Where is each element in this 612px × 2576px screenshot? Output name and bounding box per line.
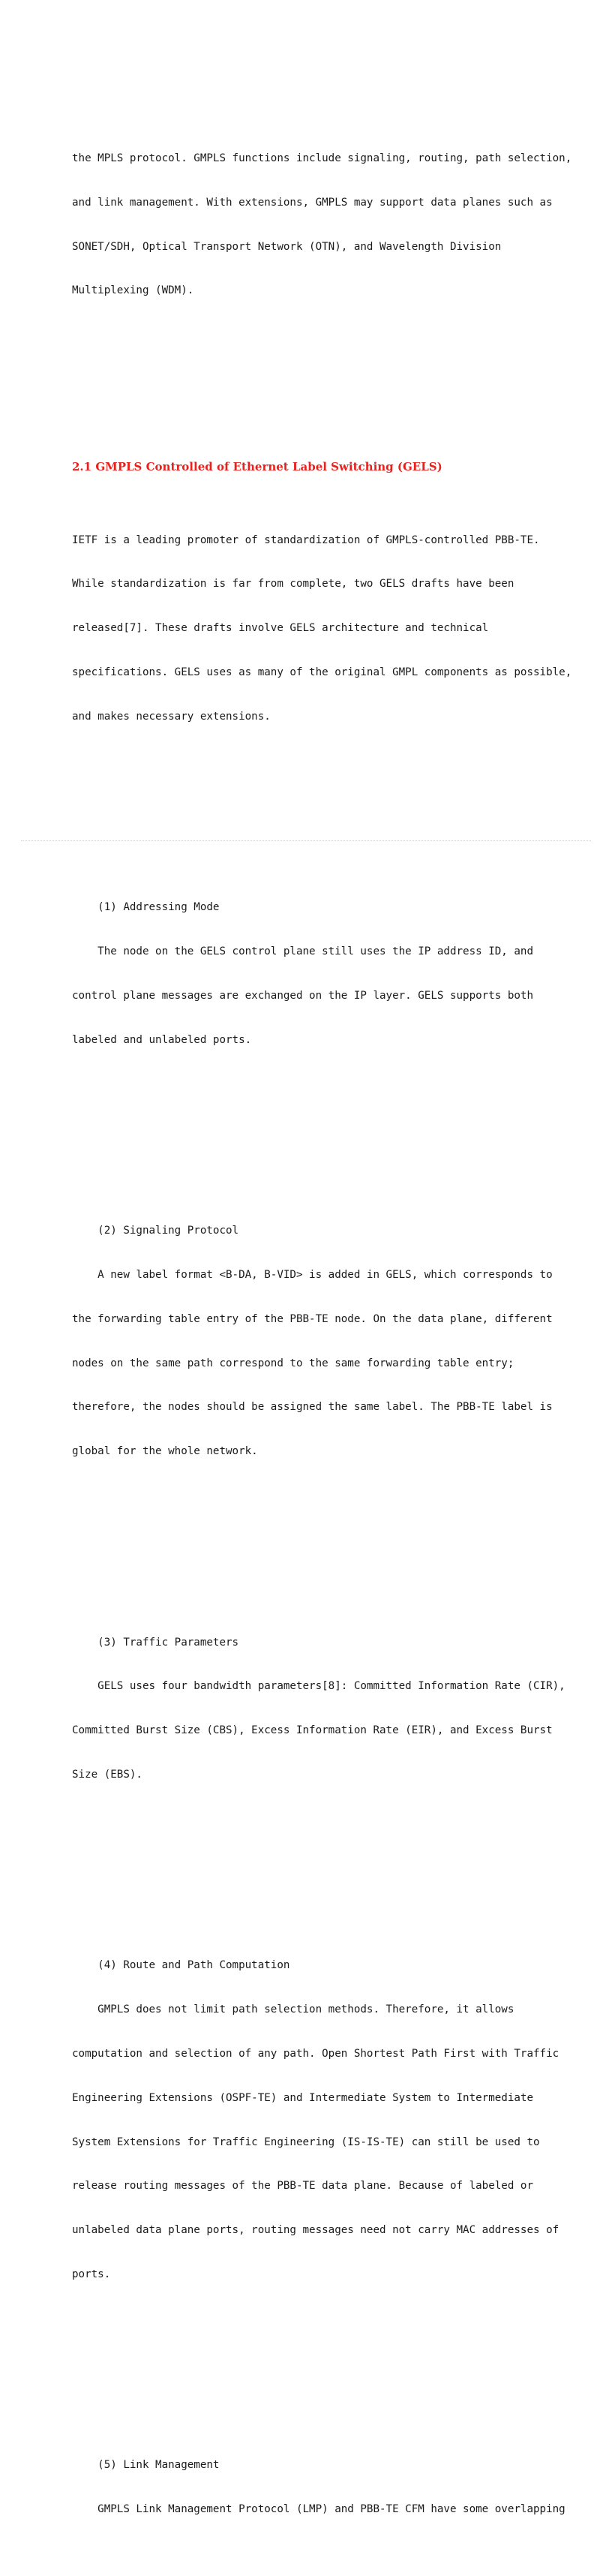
item-title: (5) Link Management <box>72 2459 220 2472</box>
text-line: SONET/SDH, Optical Transport Network (OTN), and Wavelength Division <box>72 240 502 253</box>
text-line: the MPLS protocol. GMPLS functions include signaling, routing, path selection, <box>72 152 572 164</box>
document-page <box>72 78 572 2576</box>
item-route-path-computation <box>72 1929 560 2311</box>
text-line: unlabeled data plane ports, routing messages need not carry MAC addresses of <box>72 2224 560 2237</box>
text-line: the forwarding table entry of the PBB-TE node. On the data plane, different <box>72 1312 553 1325</box>
text-line: specifications. GELS uses as many of the original GMPL components as possible, <box>72 666 572 678</box>
item-title: (3) Traffic Parameters <box>72 1636 239 1649</box>
item-title: (2) Signaling Protocol <box>72 1225 239 1237</box>
item-addressing-mode <box>72 871 544 1077</box>
text-line: released[7]. These drafts involve GELS architecture and technical <box>72 622 489 635</box>
section-paragraph <box>72 503 572 753</box>
text-line: nodes on the same path correspond to the same forwarding table entry; <box>72 1357 514 1369</box>
text-line: GMPLS does not limit path selection methods. Therefore, it allows <box>72 2003 514 2016</box>
text-line: A new label format <B-DA, B-VID> is added in GELS, which corresponds to <box>72 1268 553 1281</box>
text-line: The node on the GELS control plane still uses the IP address ID, and <box>72 945 533 958</box>
item-title: (4) Route and Path Computation <box>72 1959 290 1972</box>
text-line: GMPLS Link Management Protocol (LMP) and PBB-TE CFM have some overlapping <box>72 2503 566 2516</box>
intro-paragraph <box>72 122 572 328</box>
section-heading: 2.1 GMPLS Controlled of Ethernet Label Switching (GELS) <box>72 459 442 473</box>
item-link-management <box>72 2429 566 2547</box>
text-line: global for the whole network. <box>72 1445 258 1458</box>
text-line: release routing messages of the PBB-TE data plane. Because of labeled or <box>72 2180 533 2193</box>
text-line: Multiplexing (WDM). <box>72 284 194 297</box>
page-bottom-divider <box>21 840 591 841</box>
text-line: IETF is a leading promoter of standardization of GMPLS-controlled PBB-TE. <box>72 534 540 546</box>
text-line: ports. <box>72 2268 111 2280</box>
text-line: therefore, the nodes should be assigned the same label. The PBB-TE label is <box>72 1401 553 1414</box>
text-line: labeled and unlabeled ports. <box>72 1033 252 1046</box>
item-signaling-protocol <box>72 1195 553 1489</box>
text-line: computation and selection of any path. Open Shortest Path First with Traffic <box>72 2048 560 2060</box>
text-line: System Extensions for Traffic Engineering (IS-IS-TE) can still be used to <box>72 2136 540 2148</box>
text-line: While standardization is far from complete, two GELS drafts have been <box>72 578 514 591</box>
text-line: Engineering Extensions (OSPF-TE) and Intermediate System to Intermediate <box>72 2091 533 2104</box>
text-line: control plane messages are exchanged on the IP layer. GELS supports both <box>72 989 533 1002</box>
item-traffic-parameters <box>72 1606 566 1811</box>
text-line: Committed Burst Size (CBS), Excess Information Rate (EIR), and Excess Burst <box>72 1724 553 1737</box>
text-line: GELS uses four bandwidth parameters[8]: Committed Information Rate (CIR), <box>72 1680 566 1693</box>
text-line: and makes necessary extensions. <box>72 710 271 723</box>
item-title: (1) Addressing Mode <box>72 901 220 914</box>
text-line: Size (EBS). <box>72 1768 142 1781</box>
text-line: and link management. With extensions, GMPLS may support data planes such as <box>72 196 553 209</box>
